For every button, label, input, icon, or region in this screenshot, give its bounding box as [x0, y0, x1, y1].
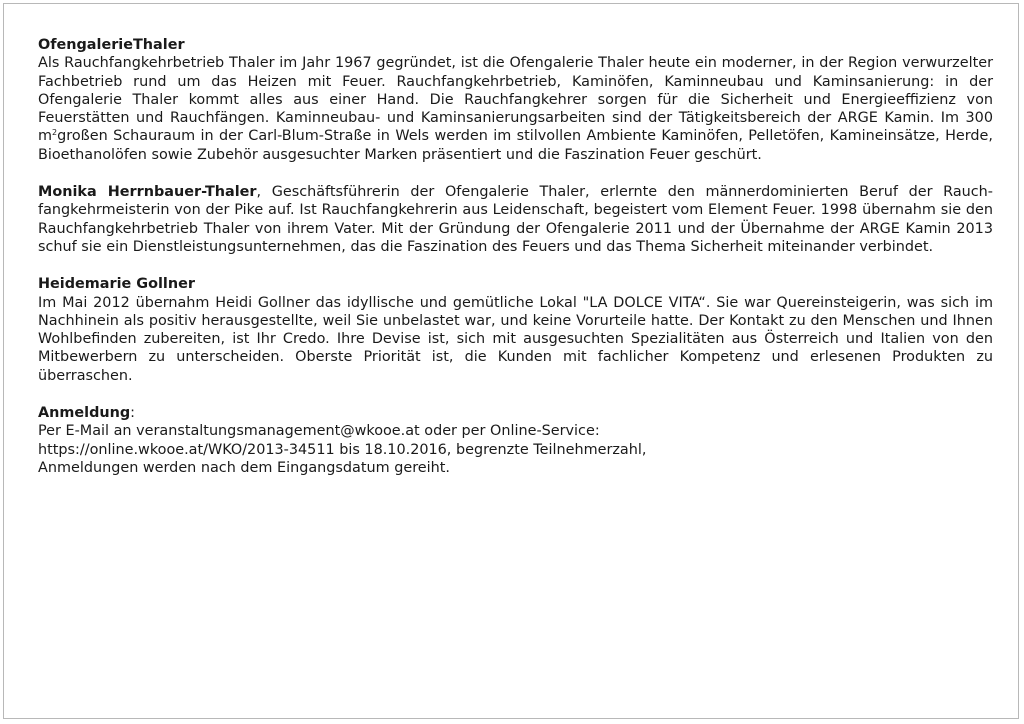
anmeldung-order-line: Anmeldungen werden nach dem Eingangsdatum gereiht. [38, 459, 450, 476]
paragraph-gollner: Im Mai 2012 übernahm Heidi Gollner das idyllische und gemütliche Lokal "LA DOLCE VITA“. Sie war Quereinsteigerin, was sich im Nachhinein als positiv herausgestellte, weil Sie unbelastet war, und keine Vorurteile hatte. Der Kontakt zu den Menschen und Ihnen Wohlbefinden zubereiten, ist Ihr Credo. Ihre Devise ist, sich mit ausgesuchten Spezialitäten aus Österreich und Italien von den Mitbewerbern zu unterscheiden. Oberste Priorität ist, die Kunden mit fachlicher Kompetenz und erlesenen Produkten zu überraschen. [38, 294, 993, 384]
section-gollner [38, 275, 993, 385]
anmeldung-email-line: Per E-Mail an veranstaltungsmanagement@wkooe.at oder per Online-Service: [38, 423, 600, 440]
heading-herrnbauer: Monika Herrnbauer-Thaler [38, 184, 257, 201]
anmeldung-url-line: https://online.wkooe.at/WKO/2013-34511 bis 18.10.2016, begrenzte Teilnehmerzahl, [38, 441, 647, 458]
anmeldung-colon: : [130, 405, 136, 422]
section-herrnbauer [38, 183, 993, 256]
ofengalerie-text-part1: Als Rauchfangkehrbetrieb Thaler im Jahr 1967 gegründet, ist die Ofengalerie Thaler heute ein moderner, in der Region verwurzelter Fachbetrieb rund um das Heizen mit Feuer. Rauchfangkehrbetrieb, Kaminöfen, Kaminneubau und Kaminsanierung: in der Ofengalerie Thaler kommt alles aus einer Hand. Die Rauchfangkehrer sorgen für die Sicherheit und Energieeffizienz von Feuerstätten und Rauchfängen. Kaminneubau- und Kaminsanierungsarbeiten sind der Tätigkeitsbereich der ARGE Kamin. Im 300 m [38, 55, 993, 145]
heading-gollner: Heidemarie Gollner [38, 276, 195, 293]
document-content [38, 36, 993, 496]
section-ofengalerie [38, 36, 993, 164]
paragraph-herrnbauer [38, 183, 993, 256]
ofengalerie-text-part2: großen Schauraum in der Carl-Blum-Straße in Wels werden im stilvollen Ambiente Kaminöfen, Pelletöfen, Kamineinsätze, Herde, Bioethanolöfen sowie Zubehör ausgesuchter Marken präsentiert und die Faszination Feuer geschürt. [38, 128, 993, 163]
herrnbauer-text: , Geschäftsführerin der Ofengalerie Thaler, erlernte den männerdominierten Beruf der Rauchfangkehrmeisterin von der Pike auf. Ist Rauchfangkehrerin aus Leidenschaft, begeistert vom Element Feuer. 1998 übernahm sie den Rauchfangkehrbetrieb Thaler von ihrem Vater. Mit der Gründung der Ofengalerie 2011 und der Übernahme der ARGE Kamin 2013 schuf sie ein Dienstleistungsunternehmen, das die Faszination des Feuers und das Thema Sicherheit miteinander verbindet. [38, 184, 993, 255]
heading-anmeldung: Anmeldung [38, 405, 131, 422]
paragraph-ofengalerie [38, 54, 993, 164]
area-superscript: 2 [52, 128, 58, 138]
heading-ofengalerie: OfengalerieThaler [38, 37, 185, 53]
anmeldung-heading-line [38, 404, 993, 422]
section-anmeldung [38, 404, 993, 477]
